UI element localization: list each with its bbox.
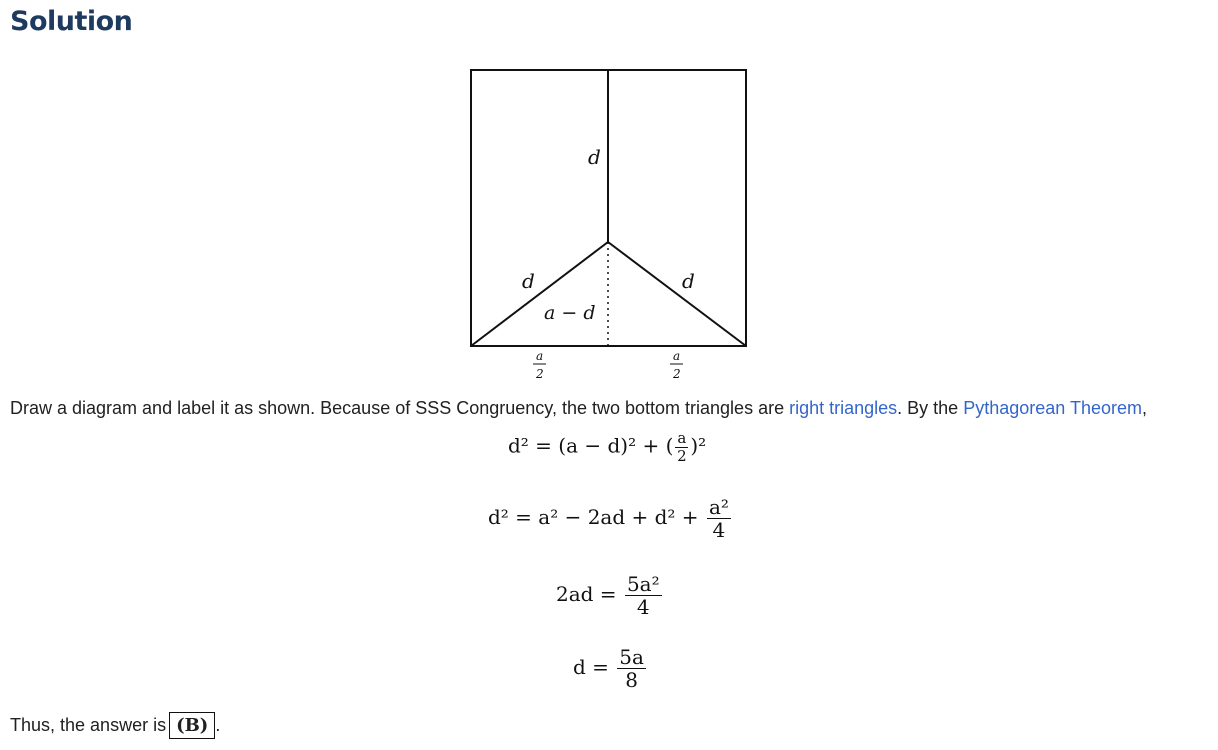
explanation-paragraph: Draw a diagram and label it as shown. Because of SSS Congruency, the two bottom triangles are right triangles. By the Pythagorean Theorem, bbox=[10, 398, 1147, 418]
label-a-minus-d: a − d bbox=[544, 302, 596, 324]
label-half-a-right bbox=[670, 349, 683, 381]
left-diagonal-segment bbox=[471, 242, 608, 346]
label-d-right: d bbox=[682, 269, 695, 293]
right-diagonal-segment bbox=[608, 242, 746, 346]
svg-text:a: a bbox=[673, 349, 681, 363]
equation-4: d = $\frac{5a}{8}$ bbox=[573, 645, 644, 692]
svg-text:2: 2 bbox=[673, 367, 681, 381]
label-d-top: d bbox=[588, 145, 601, 169]
svg-text:2: 2 bbox=[536, 367, 544, 381]
equation-3: 2ad = $\frac{\text{5a²}}{4}$ bbox=[556, 572, 660, 619]
answer-line: Thus, the answer is (B) . bbox=[10, 712, 220, 739]
right-triangles-link[interactable]: right triangles bbox=[789, 398, 898, 418]
boxed-answer: (B) bbox=[169, 712, 215, 739]
svg-text:a: a bbox=[536, 349, 544, 363]
pythagorean-theorem-link[interactable]: Pythagorean Theorem bbox=[963, 398, 1142, 418]
solution-heading: Solution bbox=[10, 6, 133, 37]
label-half-a-left bbox=[533, 349, 546, 381]
equation-2: d² = a² − 2ad + d² + $\frac{\text{a²}}{4}$ bbox=[488, 495, 729, 542]
equation-1: d² = (a − d)² + ( $\frac{a}{2}$ )² bbox=[508, 429, 707, 465]
label-d-left: d bbox=[522, 269, 535, 293]
